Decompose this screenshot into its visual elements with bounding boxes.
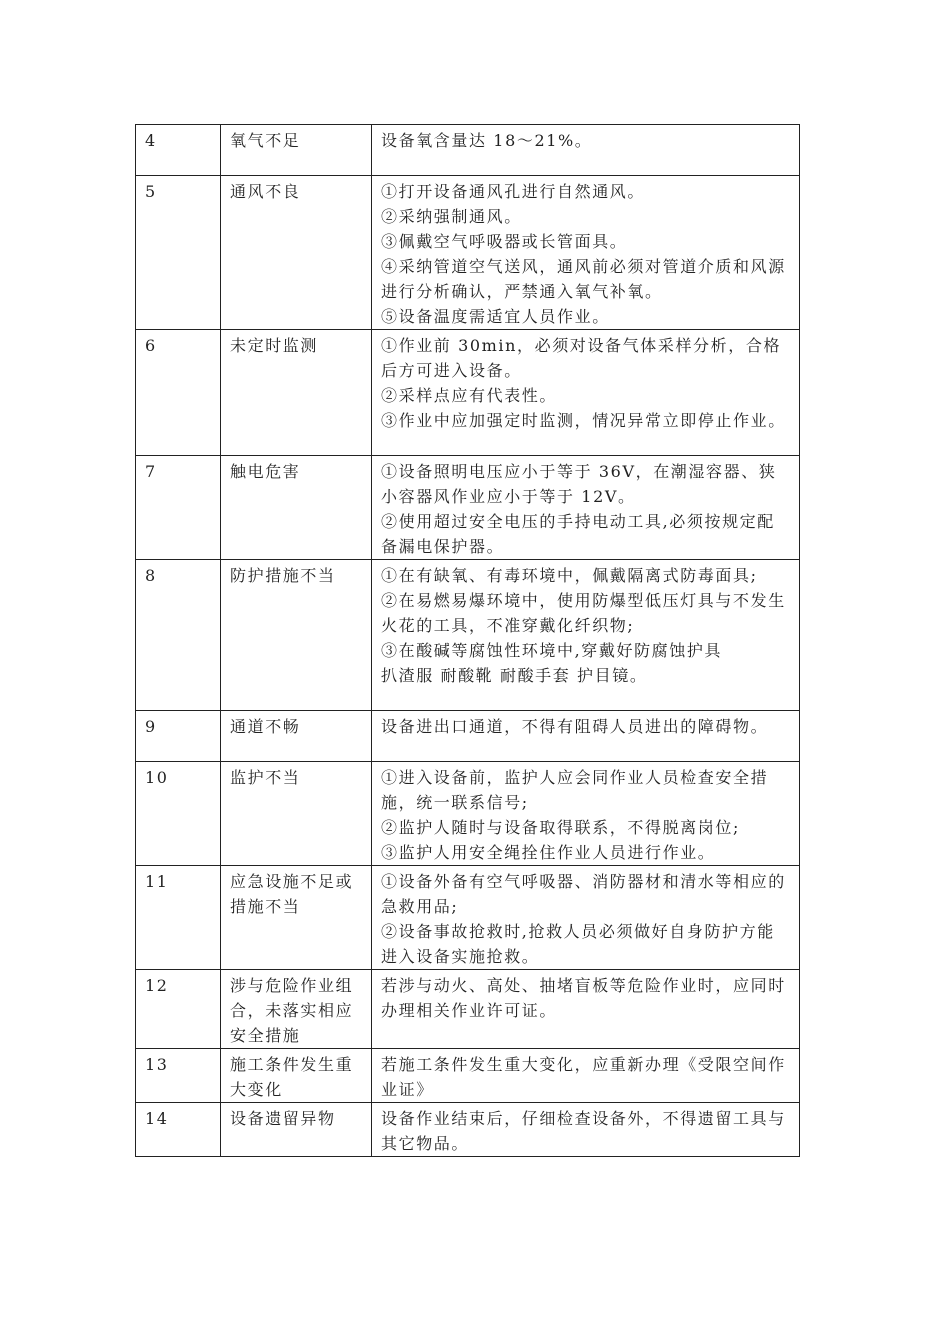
table-row xyxy=(136,176,800,330)
hazard-name: 应急设施不足或措施不当 xyxy=(221,866,372,970)
hazard-name: 涉与危险作业组合，未落实相应安全措施 xyxy=(221,970,372,1049)
measure-cell xyxy=(372,970,800,1049)
row-number: 6 xyxy=(136,330,221,456)
measure-line: ①打开设备通风孔进行自然通风。 xyxy=(381,182,646,201)
hazard-name: 通道不畅 xyxy=(221,711,372,762)
measure-cell xyxy=(372,176,800,330)
table-row xyxy=(136,125,800,176)
hazard-name: 监护不当 xyxy=(221,762,372,866)
measure-cell xyxy=(372,330,800,456)
measure-line: ②使用超过安全电压的手持电动工具,必须按规定配备漏电保护器。 xyxy=(381,512,775,556)
hazard-name: 触电危害 xyxy=(221,456,372,560)
row-number: 13 xyxy=(136,1049,221,1103)
measure-cell xyxy=(372,125,800,176)
measure-line: ①在有缺氧、有毒环境中，佩戴隔离式防毒面具; xyxy=(381,566,758,585)
table-row xyxy=(136,1049,800,1103)
table-row xyxy=(136,711,800,762)
measure-line: ③监护人用安全绳拴住作业人员进行作业。 xyxy=(381,843,716,862)
row-number: 5 xyxy=(136,176,221,330)
row-number: 10 xyxy=(136,762,221,866)
table-row xyxy=(136,560,800,711)
measure-cell xyxy=(372,866,800,970)
table-row xyxy=(136,866,800,970)
measure-line: 若施工条件发生重大变化，应重新办理《受限空间作业证》 xyxy=(381,1055,786,1099)
measure-cell xyxy=(372,711,800,762)
measure-cell xyxy=(372,1049,800,1103)
row-number: 8 xyxy=(136,560,221,711)
table-row xyxy=(136,330,800,456)
row-number: 12 xyxy=(136,970,221,1049)
measure-line: ①设备照明电压应小于等于 36V，在潮湿容器、狭小容器风作业应小于等于 12V。 xyxy=(381,462,777,506)
measure-line: ③在酸碱等腐蚀性环境中,穿戴好防腐蚀护具 xyxy=(381,641,723,660)
measure-cell xyxy=(372,560,800,711)
row-number: 9 xyxy=(136,711,221,762)
table-row xyxy=(136,970,800,1049)
hazard-name: 设备遗留异物 xyxy=(221,1103,372,1157)
row-number: 11 xyxy=(136,866,221,970)
measure-cell xyxy=(372,762,800,866)
hazard-name: 防护措施不当 xyxy=(221,560,372,711)
hazard-name: 通风不良 xyxy=(221,176,372,330)
measure-line: ①进入设备前，监护人应会同作业人员检查安全措施，统一联系信号; xyxy=(381,768,769,812)
measure-line: 若涉与动火、高处、抽堵盲板等危险作业时，应同时办理相关作业许可证。 xyxy=(381,976,786,1020)
row-number: 7 xyxy=(136,456,221,560)
table-row xyxy=(136,762,800,866)
hazard-measures-table xyxy=(135,124,800,1157)
measure-line: 设备氧含量达 18～21%。 xyxy=(381,131,593,150)
table-row xyxy=(136,456,800,560)
measure-line: ②设备事故抢救时,抢救人员必须做好自身防护方能进入设备实施抢救。 xyxy=(381,922,775,966)
measure-line: 设备作业结束后，仔细检查设备外，不得遗留工具与其它物品。 xyxy=(381,1109,786,1153)
measure-line: ②采纳强制通风。 xyxy=(381,207,522,226)
measure-line: ②采样点应有代表性。 xyxy=(381,386,558,405)
measure-line: ⑤设备温度需适宜人员作业。 xyxy=(381,307,610,326)
measure-line: ②在易燃易爆环境中，使用防爆型低压灯具与不发生火花的工具，不准穿戴化纤织物; xyxy=(381,591,786,635)
measure-line: 扒渣服 耐酸靴 耐酸手套 护目镜。 xyxy=(381,666,648,685)
measure-line: ②监护人随时与设备取得联系，不得脱离岗位; xyxy=(381,818,740,837)
measure-line: 设备进出口通道，不得有阻碍人员进出的障碍物。 xyxy=(381,717,769,736)
row-number: 4 xyxy=(136,125,221,176)
measure-line: ①作业前 30min，必须对设备气体采样分析，合格后方可进入设备。 xyxy=(381,336,782,380)
table-row xyxy=(136,1103,800,1157)
row-number: 14 xyxy=(136,1103,221,1157)
measure-line: ①设备外备有空气呼吸器、消防器材和清水等相应的急救用品; xyxy=(381,872,786,916)
measure-line: ③作业中应加强定时监测，情况异常立即停止作业。 xyxy=(381,411,786,430)
measure-line: ④采纳管道空气送风，通风前必须对管道介质和风源进行分析确认，严禁通入氧气补氧。 xyxy=(381,257,786,301)
hazard-name: 施工条件发生重大变化 xyxy=(221,1049,372,1103)
measure-cell xyxy=(372,456,800,560)
hazard-name: 未定时监测 xyxy=(221,330,372,456)
measure-line: ③佩戴空气呼吸器或长管面具。 xyxy=(381,232,628,251)
hazard-name: 氧气不足 xyxy=(221,125,372,176)
measure-cell xyxy=(372,1103,800,1157)
